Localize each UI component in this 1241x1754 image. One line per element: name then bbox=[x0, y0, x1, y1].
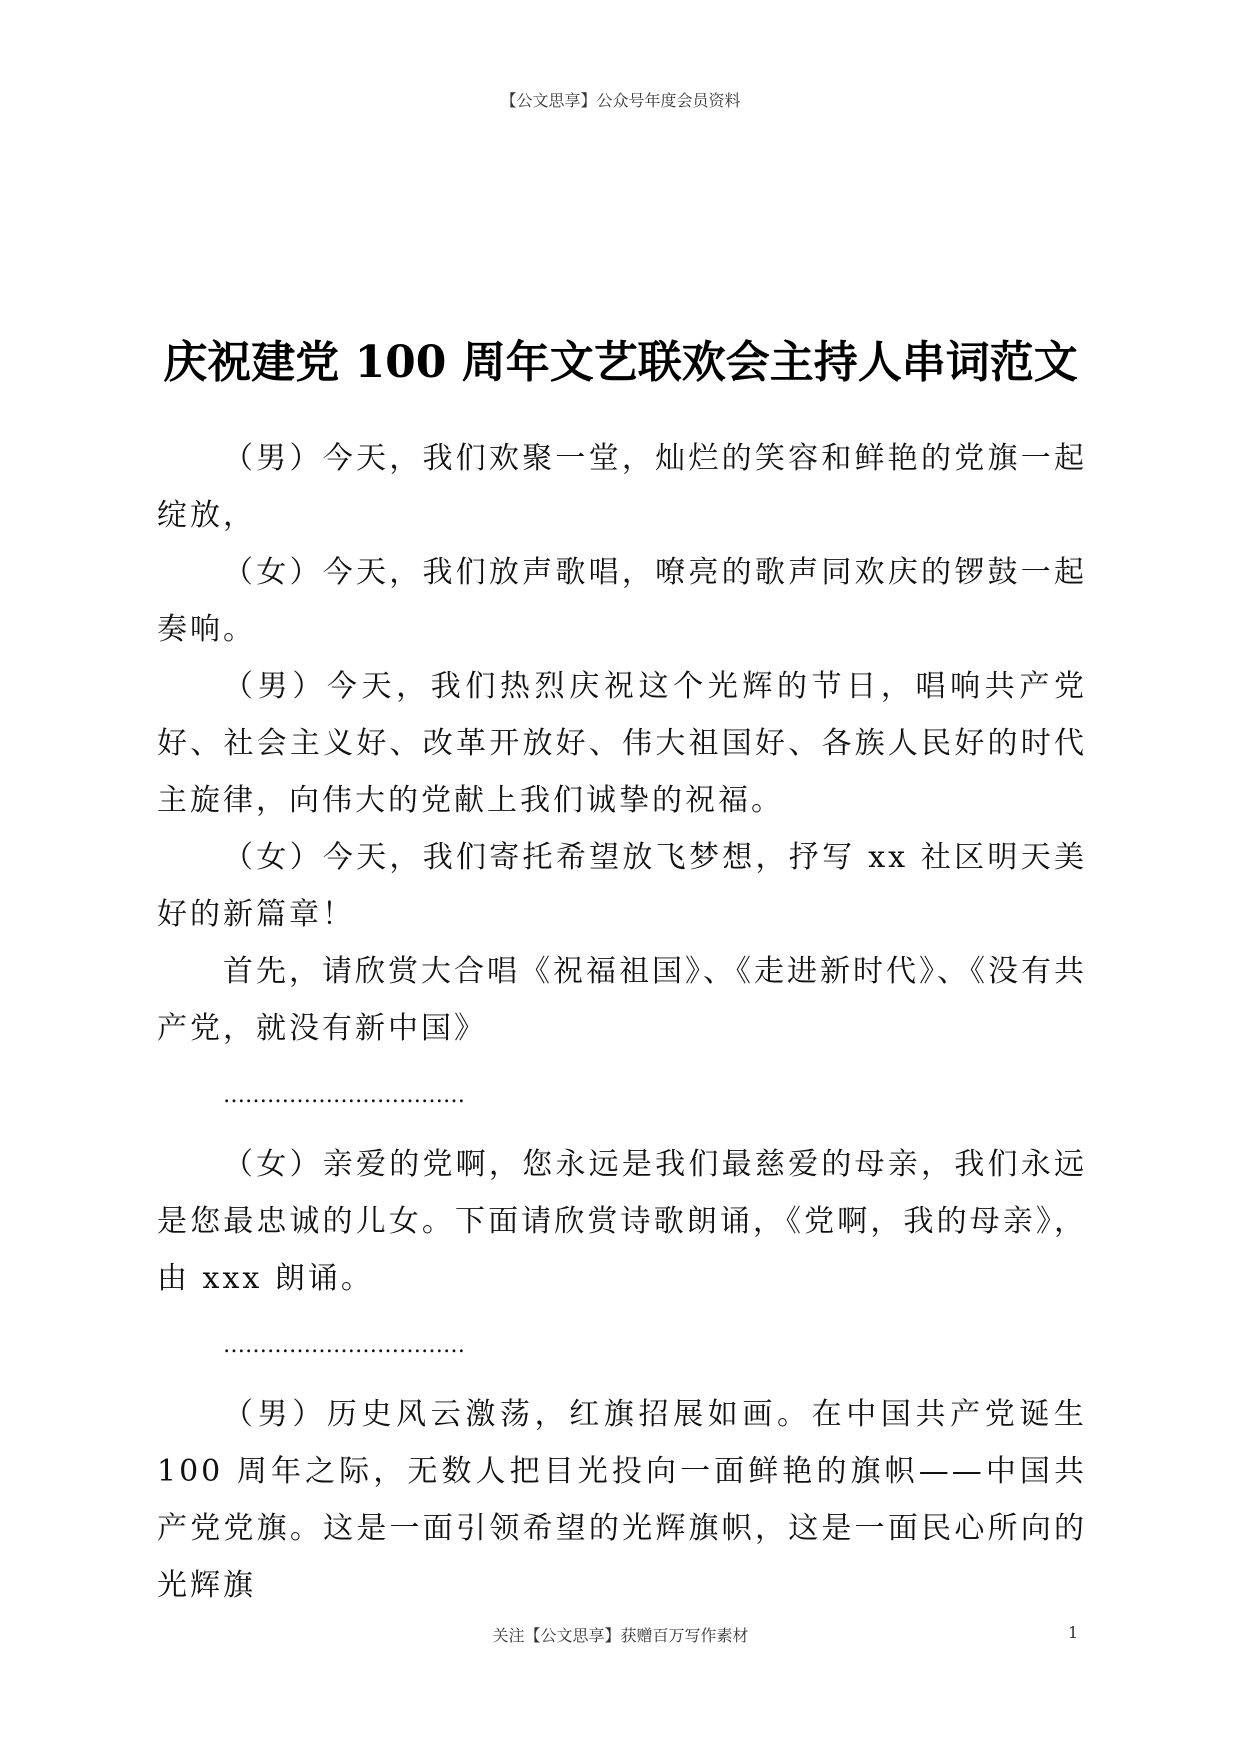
page-footer: 关注【公文思享】获赠百万写作素材 bbox=[492, 1626, 749, 1645]
page-header: 【公文思享】公众号年度会员资料 bbox=[500, 91, 741, 110]
paragraph: （女）亲爱的党啊，您永远是我们最慈爱的母亲，我们永远是您最忠诚的儿女。下面请欣赏诗歌朗诵，《党啊，我的母亲》，由 xxx 朗诵。 bbox=[157, 1147, 1087, 1296]
document-body bbox=[157, 430, 1087, 1614]
paragraph: （女）今天，我们寄托希望放飞梦想，抒写 xx 社区明天美好的新篇章！ bbox=[157, 840, 1087, 932]
page-number: 1 bbox=[1068, 1623, 1079, 1642]
separator-dots: …………………………… bbox=[223, 1333, 465, 1358]
paragraph: （男）今天，我们欢聚一堂，灿烂的笑容和鲜艳的党旗一起绽放， bbox=[157, 441, 1087, 533]
paragraph: 首先，请欣赏大合唱《祝福祖国》、《走进新时代》、《没有共产党，就没有新中国》 bbox=[157, 954, 1087, 1046]
paragraph: （男）今天，我们热烈庆祝这个光辉的节日，唱响共产党好、社会主义好、改革开放好、伟大祖国好、各族人民好的时代主旋律，向伟大的党献上我们诚挚的祝福。 bbox=[157, 669, 1087, 818]
paragraph: （女）今天，我们放声歌唱，嘹亮的歌声同欢庆的锣鼓一起奏响。 bbox=[157, 555, 1087, 647]
separator-dots: …………………………… bbox=[223, 1083, 465, 1108]
paragraph: （男）历史风云激荡，红旗招展如画。在中国共产党诞生 100 周年之际，无数人把目光投向一面鲜艳的旗帜——中国共产党党旗。这是一面引领希望的光辉旗帜，这是一面民心所向的光辉旗 bbox=[157, 1397, 1087, 1603]
document-title: 庆祝建党 100 周年文艺联欢会主持人串词范文 bbox=[163, 337, 1078, 388]
